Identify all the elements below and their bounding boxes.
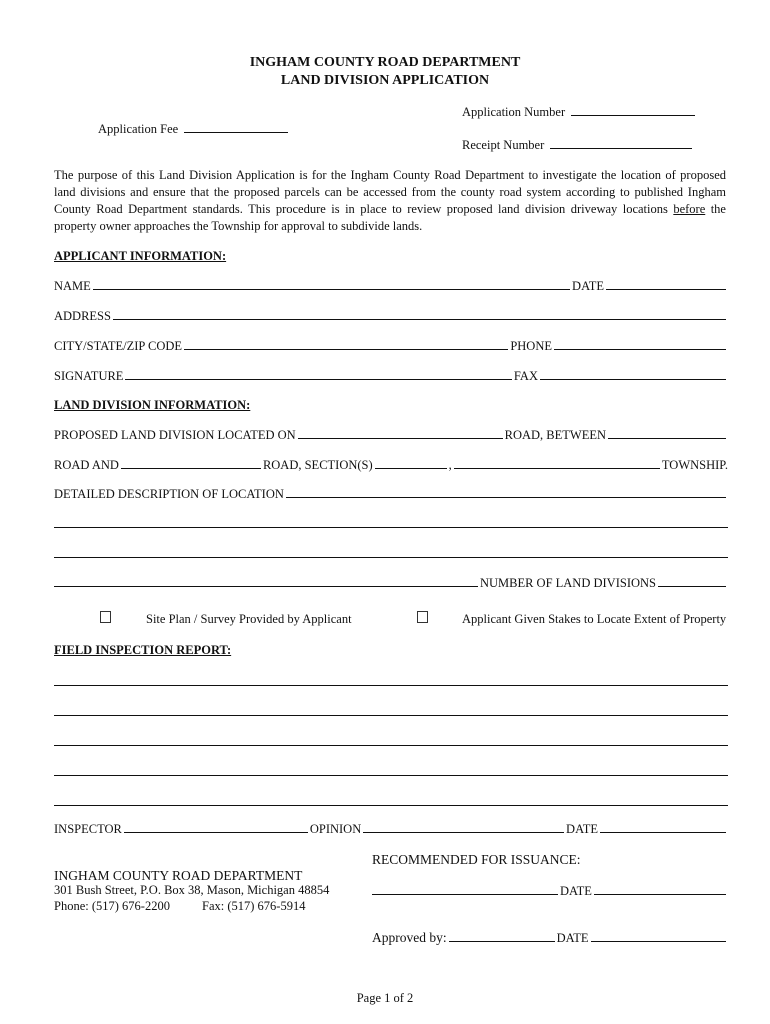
city-label: CITY/STATE/ZIP CODE (54, 339, 183, 353)
and-road-field[interactable] (121, 457, 261, 469)
page-number: Page 1 of 2 (356, 991, 414, 1005)
inspector-field[interactable] (124, 821, 308, 833)
phone-field[interactable] (554, 338, 726, 350)
road-and-label: ROAD AND (54, 458, 119, 472)
between-road-field[interactable] (608, 427, 726, 439)
application-fee-label: Application Fee (98, 122, 179, 136)
emphasis-before: before (673, 202, 706, 216)
form-title: INGHAM COUNTY ROAD DEPARTMENT (249, 55, 521, 70)
inspection-line-2[interactable] (54, 715, 728, 716)
dept-phone: Phone: (517) 676-2200 (54, 899, 170, 913)
application-number-line[interactable] (571, 104, 695, 116)
date-field[interactable] (606, 278, 726, 290)
phone-label: PHONE (510, 339, 552, 353)
description-line-3[interactable] (54, 557, 728, 558)
description-field[interactable] (286, 486, 726, 498)
site-plan-checkbox[interactable] (100, 611, 111, 627)
proposed-label: PROPOSED LAND DIVISION LOCATED ON (54, 428, 296, 442)
recommended-label: RECOMMENDED FOR ISSUANCE: (372, 852, 581, 867)
inspection-date-field[interactable] (600, 821, 726, 833)
field-inspection-section-title: FIELD INSPECTION REPORT: (54, 643, 232, 657)
road-and-row (54, 457, 728, 473)
description-line-2[interactable] (54, 527, 728, 528)
land-division-section-title: LAND DIVISION INFORMATION: (54, 398, 251, 412)
recommended-row (372, 883, 728, 899)
approved-by-field[interactable] (449, 930, 555, 942)
purpose-paragraph: The purpose of this Land Division Application is for the Ingham County Road Department to investigate the location of proposed land divisions and ensure that the proposed parcels can be accessed from the county road system according to published Ingham County Road Department standards. This procedure is in place to review proposed land division driveway locations before the property owner approaches the Township for approval to subdivide lands. (54, 168, 726, 233)
inspection-date-label: DATE (566, 822, 598, 836)
city-field[interactable] (184, 338, 508, 350)
inspection-line-4[interactable] (54, 775, 728, 776)
name-field[interactable] (93, 278, 570, 290)
signature-fax-row (54, 368, 728, 384)
form-subtitle: LAND DIVISION APPLICATION (280, 73, 490, 88)
recommended-signature-field[interactable] (372, 883, 558, 895)
inspector-row (54, 821, 728, 837)
proposed-location-row (54, 427, 728, 443)
recommended-date-field[interactable] (594, 883, 726, 895)
road-sections-label: ROAD, SECTION(S) (262, 458, 373, 472)
stakes-label: Applicant Given Stakes to Locate Extent of Property (462, 612, 727, 626)
dept-fax: Fax: (517) 676-5914 (202, 899, 306, 913)
road-between-label: ROAD, BETWEEN (504, 428, 606, 442)
number-divisions-label: NUMBER OF LAND DIVISIONS (479, 576, 656, 590)
date-label: DATE (572, 279, 604, 293)
approved-row (372, 930, 728, 946)
receipt-number-field (462, 137, 692, 153)
receipt-number-line[interactable] (550, 137, 692, 149)
name-date-row (54, 278, 728, 294)
fax-field[interactable] (540, 368, 726, 380)
fax-label: FAX (513, 369, 538, 383)
sections-field[interactable] (375, 457, 447, 469)
recommended-date-label: DATE (560, 884, 592, 898)
application-fee-line[interactable] (184, 121, 288, 133)
township-field[interactable] (454, 457, 660, 469)
site-plan-label: Site Plan / Survey Provided by Applicant (146, 612, 352, 626)
receipt-number-label: Receipt Number (462, 138, 545, 152)
road-name-field[interactable] (298, 427, 503, 439)
application-number-field (462, 104, 695, 120)
inspector-label: INSPECTOR (54, 822, 122, 836)
inspection-line-5[interactable] (54, 805, 728, 806)
address-field[interactable] (113, 308, 726, 320)
number-divisions-field[interactable] (658, 575, 726, 587)
opinion-label: OPINION (309, 822, 362, 836)
checkbox-icon (100, 611, 111, 623)
township-label: TOWNSHIP. (661, 458, 728, 472)
description-label: DETAILED DESCRIPTION OF LOCATION (54, 487, 284, 501)
dept-name: INGHAM COUNTY ROAD DEPARTMENT (54, 868, 303, 883)
approved-date-label: DATE (556, 931, 589, 945)
description-row (54, 486, 728, 502)
signature-label: SIGNATURE (54, 369, 124, 383)
address-label: ADDRESS (54, 309, 111, 323)
dept-address: 301 Bush Street, P.O. Box 38, Mason, Michigan 48854 (54, 883, 330, 897)
approved-date-field[interactable] (591, 930, 726, 942)
signature-field[interactable] (125, 368, 511, 380)
description-line-4[interactable] (54, 575, 478, 587)
name-label: NAME (54, 279, 91, 293)
inspection-line-1[interactable] (54, 685, 728, 686)
opinion-field[interactable] (363, 821, 564, 833)
comma-separator: , (448, 458, 452, 472)
inspection-line-3[interactable] (54, 745, 728, 746)
stakes-checkbox[interactable] (417, 611, 428, 627)
city-phone-row (54, 338, 728, 354)
approved-label: Approved by: (372, 930, 447, 945)
application-fee-field (98, 121, 288, 137)
number-divisions-row (54, 575, 728, 591)
applicant-section-title: APPLICANT INFORMATION: (54, 249, 227, 263)
application-number-label: Application Number (462, 105, 566, 119)
address-row (54, 308, 728, 324)
checkbox-icon (417, 611, 428, 623)
